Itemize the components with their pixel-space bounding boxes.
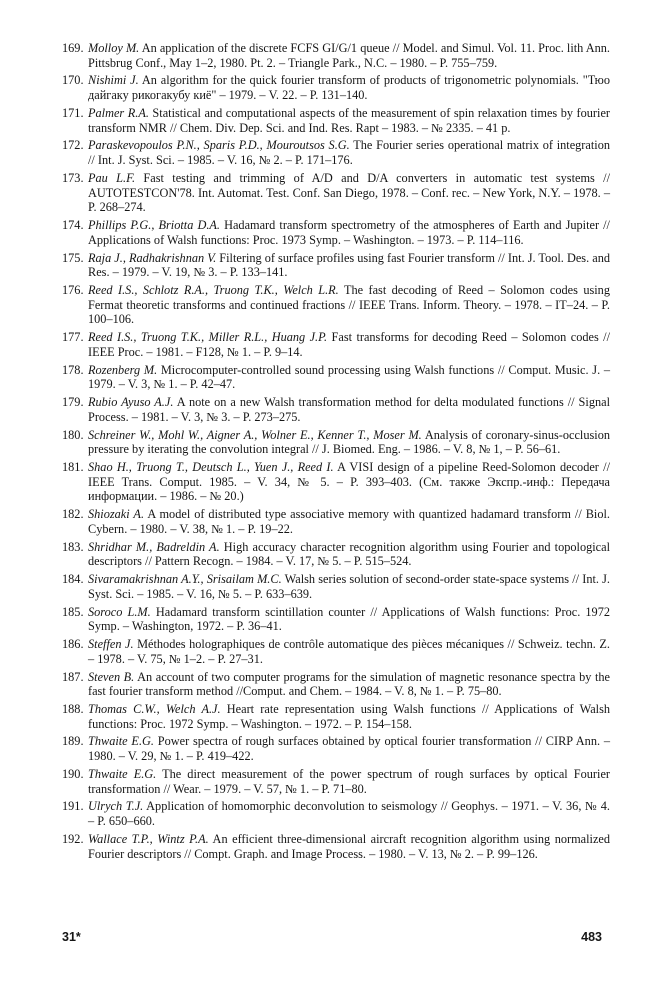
reference-text: Statistical and computational aspects of the measurement of spin relaxation times by fourier transform NMR // Chem. Div. Dep. Sci. and Ind. Res. Rapt – 1983. – № 2335. – 41 p. [88, 105, 610, 135]
reference-text: An account of two computer programs for the simulation of magnetic resonance spectra by the fast fourier transform method //Comput. and Chem. – 1984. – V. 8, № 1. – P. 75–80. [88, 669, 610, 699]
reference-number: 183. [62, 539, 84, 554]
reference-number: 173. [62, 170, 84, 185]
reference-authors: Palmer R.A. [88, 105, 149, 120]
reference-authors: Wallace T.P., Wintz P.A. [88, 831, 209, 846]
reference-entry [62, 734, 610, 763]
reference-number: 181. [62, 460, 84, 474]
reference-text: Power spectra of rough surfaces obtained by optical fourier transformation // CIRP Ann. – 1980. – V. 29, № 1. – P. 419–422. [88, 734, 610, 764]
reference-authors: Steven B. [88, 669, 135, 684]
reference-number: 175. [62, 250, 84, 265]
reference-authors: Thwaite E.G. [88, 734, 154, 749]
reference-number: 191. [62, 799, 84, 814]
reference-text: A model of distributed type associative memory with quantized hadamard transform // Biol. Cybern. – 1980. – V. 38, № 1. – P. 19–22. [88, 507, 610, 536]
reference-authors: Soroco L.M. [88, 604, 151, 619]
reference-entry [62, 767, 610, 796]
reference-authors: Shridhar M., Badreldin A. [88, 539, 220, 554]
reference-text: Application of homomorphic deconvolution to seismology // Geophys. – 1971. – V. 36, № 4. – P. 650–660. [88, 799, 610, 829]
reference-text: Microcomputer-controlled sound processing using Walsh functions // Comput. Music. J. – 1979. – V. 3, № 1. – P. 42–47. [88, 362, 610, 392]
reference-authors: Shao H., Truong T., Deutsch L., Yuen J., Reed I. [88, 460, 334, 474]
reference-number: 172. [62, 138, 84, 153]
reference-text: Hadamard transform scintillation counter // Applications of Walsh functions: Proc. 1972 Symp. – Washington, 1972. – P. 36–41. [88, 604, 610, 634]
reference-number: 192. [62, 831, 84, 846]
reference-authors: Steffen J. [88, 637, 134, 652]
reference-entry [62, 799, 610, 828]
reference-entry [62, 507, 610, 536]
reference-number: 186. [62, 637, 84, 652]
reference-text: Fast transforms for decoding Reed – Solomon codes // IEEE Proc. – 1981. – F128, № 1. – P. 9–14. [88, 330, 610, 359]
reference-authors: Paraskevopoulos P.N., Sparis P.D., Mouroutsos S.G. [88, 138, 350, 153]
reference-authors: Phillips P.G., Briotta D.A. [88, 218, 220, 233]
reference-list [62, 41, 610, 864]
reference-entry [62, 218, 610, 247]
reference-entry [62, 395, 610, 424]
reference-entry [62, 428, 610, 457]
reference-entry [62, 171, 610, 215]
reference-authors: Pau L.F. [88, 170, 136, 185]
reference-entry [62, 41, 610, 70]
reference-text: An algorithm for the quick fourier transform of products of trigonometric polynomials. "Тюо дайгаку рикогакубу киё" – 1979. – V. 22. – P. 131–140. [88, 73, 610, 103]
reference-authors: Rozenberg M. [88, 362, 158, 377]
reference-entry [62, 572, 610, 601]
reference-number: 171. [62, 105, 84, 120]
reference-entry [62, 670, 610, 699]
reference-number: 185. [62, 604, 84, 619]
reference-authors: Sivaramakrishnan A.Y., Srisailam M.C. [88, 572, 282, 587]
reference-authors: Nishimi J. [88, 73, 139, 88]
reference-text: Filtering of surface profiles using fast Fourier transform // Int. J. Tool. Des. and Res. – 1979. – V. 19, № 3. – P. 133–141. [88, 250, 610, 280]
reference-entry [62, 637, 610, 666]
reference-authors: Schreiner W., Mohl W., Aigner A., Wolner E., Kenner T., Moser M. [88, 427, 422, 442]
reference-text: A note on a new Walsh transformation method for delta modulated functions // Signal Process. – 1981. – V. 3, № 3. – P. 273–275. [88, 395, 610, 424]
reference-number: 184. [62, 572, 84, 587]
reference-number: 179. [62, 395, 84, 410]
reference-entry [62, 605, 610, 634]
reference-number: 169. [62, 41, 84, 55]
reference-number: 180. [62, 427, 84, 442]
reference-entry [62, 73, 610, 102]
reference-number: 187. [62, 669, 84, 684]
reference-text: The direct measurement of the power spectrum of rough surfaces by optical Fourier transformation // Wear. – 1979. – V. 57, № 1. – P. 71–80. [88, 766, 610, 796]
reference-authors: Rubio Ayuso A.J. [88, 395, 174, 410]
reference-authors: Raja J., Radhakrishnan V. [88, 250, 217, 265]
reference-text: Fast testing and trimming of A/D and D/A converters in automatic test systems // AUTOTESTCON'78. Int. Automat. Test. Conf. San Diego, 1978. – Conf. rec. – New York, N.Y. – 1978. – P. 268–274. [88, 170, 610, 215]
reference-number: 176. [62, 282, 84, 297]
reference-text: The Fourier series operational matrix of integration // Int. J. Syst. Sci. – 1985. – V. 16, № 2. – P. 171–176. [88, 138, 610, 168]
reference-authors: Thomas C.W., Welch A.J. [88, 701, 221, 716]
reference-authors: Reed I.S., Schlotz R.A., Truong T.K., Welch L.R. [88, 282, 339, 297]
reference-text: Analysis of coronary-sinus-occlusion pressure by iterating the convolution integral // J. Biomed. Eng. – 1986. – V. 8, № 1, – P. 56–61. [88, 427, 610, 457]
reference-entry [62, 540, 610, 569]
reference-text: Heart rate representation using Walsh functions // Applications of Walsh functions: Proc. 1972 Symp. – Washington. – 1972. – P. 154–158. [88, 701, 610, 731]
signature-mark: 31* [62, 930, 81, 944]
reference-authors: Molloy M. [88, 41, 140, 55]
reference-text: Hadamard transform spectrometry of the atmospheres of Earth and Jupiter // Applications of Walsh functions: Proc. 1973 Symp. – Washington. – 1973. – P. 114–116. [88, 218, 610, 247]
reference-number: 178. [62, 362, 84, 377]
reference-authors: Ulrych T.J. [88, 799, 144, 814]
reference-authors: Shiozaki A. [88, 507, 145, 522]
reference-text: Méthodes holographiques de contrôle automatique des pièces mécaniques // Schweiz. techn. Z. – 1978. – V. 75, № 1–2. – P. 27–31. [88, 637, 610, 666]
reference-entry [62, 702, 610, 731]
reference-entry [62, 251, 610, 280]
reference-text: A VISI design of a pipeline Reed-Solomon decoder // IEEE Trans. Comput. 1985. – V. 34, № 5. – P. 393–403. (См. также Экспр.-инф.: Передача информации. – 1986. – № 20.) [88, 460, 610, 504]
reference-number: 177. [62, 330, 84, 345]
reference-number: 189. [62, 734, 84, 749]
reference-number: 182. [62, 507, 84, 522]
reference-entry [62, 460, 610, 504]
reference-entry [62, 138, 610, 167]
reference-number: 188. [62, 701, 84, 716]
reference-text: An application of the discrete FCFS GI/G/1 queue // Model. and Simul. Vol. 11. Proc. lith Ann. Pittsbrug Conf., May 1–2, 1980. Pt. 2. – Triangle Park., N.C. – 1980. – P. 755–759. [88, 41, 610, 70]
reference-entry [62, 363, 610, 392]
reference-entry [62, 330, 610, 359]
reference-text: The fast decoding of Reed – Solomon codes using Fermat theoretic transforms and continued fractions // IEEE Trans. Inform. Theory. – 1978. – IT–24. – P. 100–106. [88, 282, 610, 327]
reference-authors: Reed I.S., Truong T.K., Miller R.L., Huang J.P. [88, 330, 328, 345]
reference-authors: Thwaite E.G. [88, 766, 157, 781]
reference-text: High accuracy character recognition algorithm using Fourier and topological descriptors // Pattern Recogn. – 1984. – V. 17, № 5. – P. 515–524. [88, 539, 610, 569]
reference-text: Walsh series solution of second-order state-space systems // Int. J. Syst. Sci. – 1985. – V. 16, № 5. – P. 633–639. [88, 572, 610, 601]
reference-text: An efficient three-dimensional aircraft recognition algorithm using normalized Fourier descriptors // Compt. Graph. and Image Process. – 1980. – V. 13, № 2. – P. 99–126. [88, 831, 611, 861]
reference-number: 170. [62, 73, 84, 88]
reference-entry [62, 832, 610, 861]
reference-number: 190. [62, 766, 84, 781]
reference-number: 174. [62, 218, 84, 233]
reference-entry [62, 283, 610, 327]
page-number: 483 [581, 930, 602, 944]
reference-entry [62, 106, 610, 135]
